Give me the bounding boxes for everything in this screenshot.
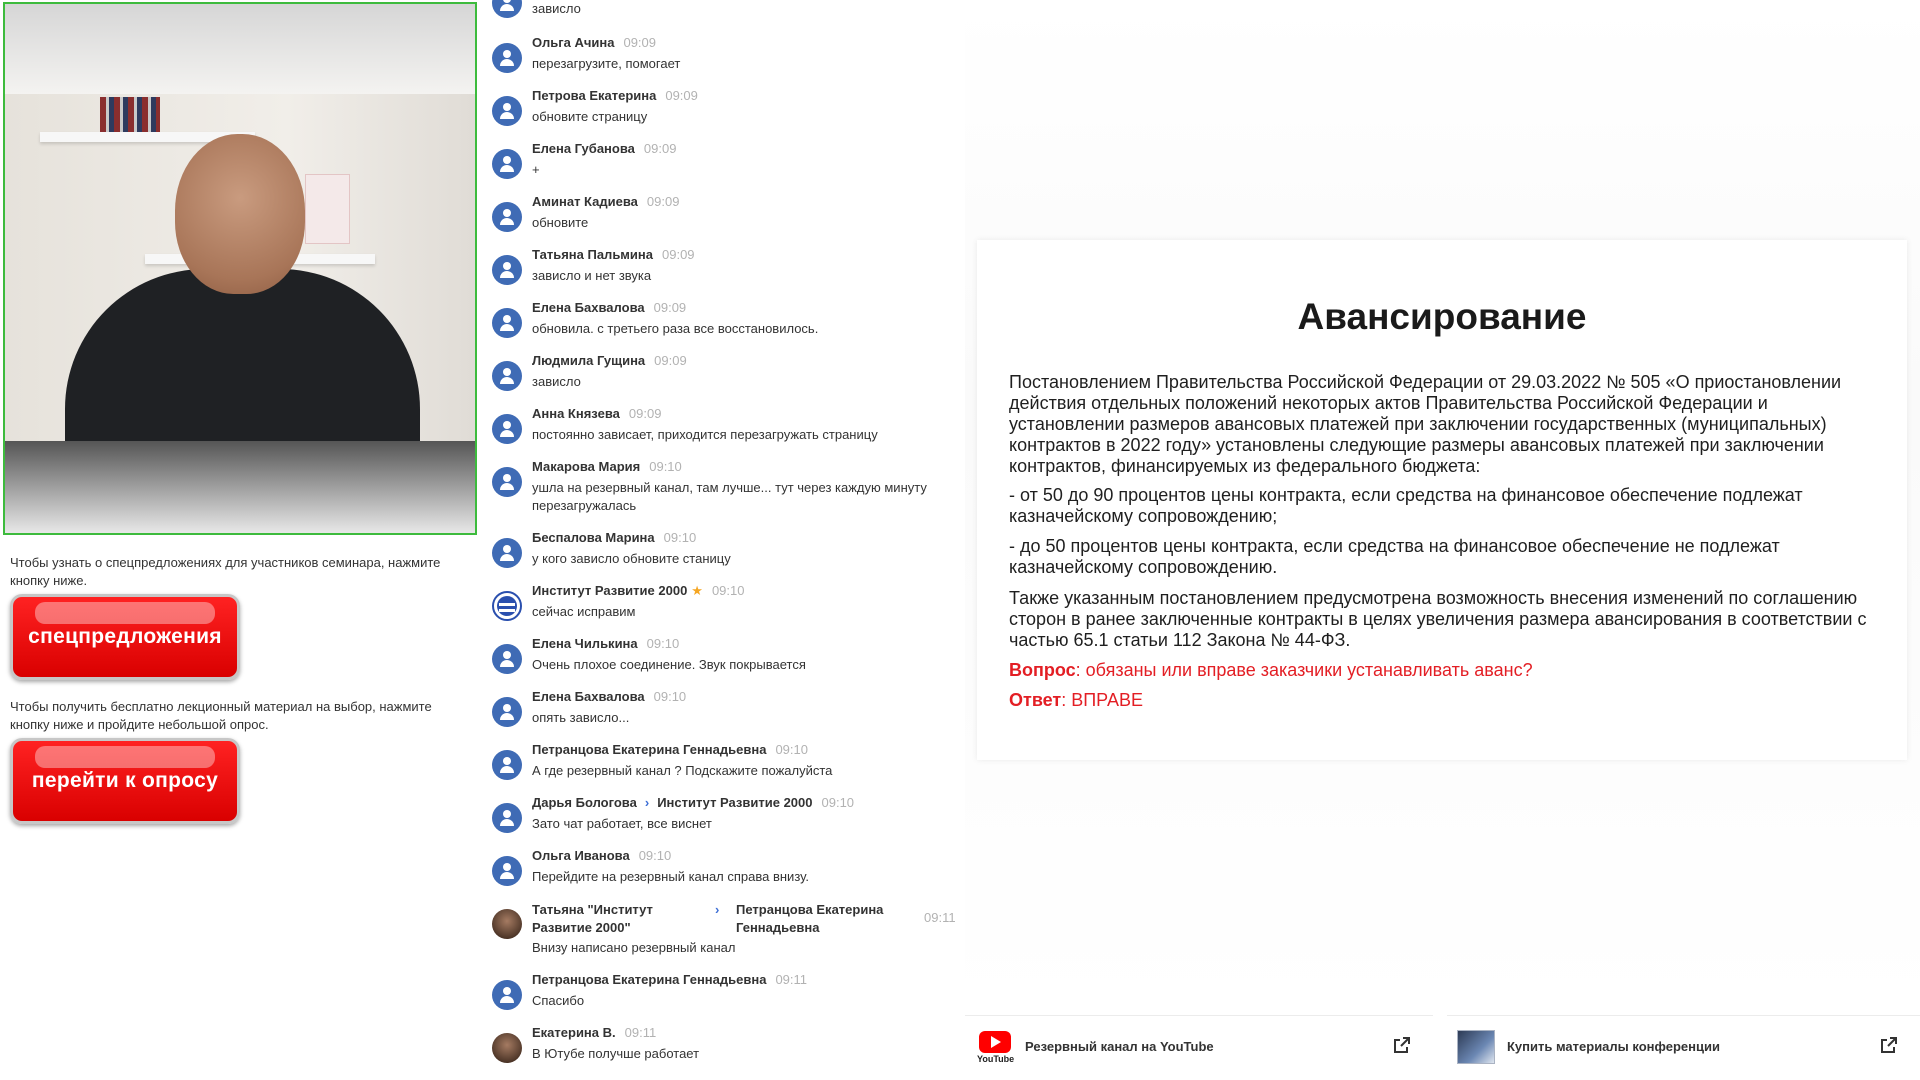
reply-arrow-icon: › <box>715 902 720 917</box>
materials-thumbnail-icon <box>1457 1030 1495 1064</box>
reply-to-name: Институт Развитие 2000 <box>657 795 813 810</box>
slide-title: Авансирование <box>1297 296 1587 337</box>
presentation-area <box>965 0 1920 1080</box>
message-author: Петранцова Екатерина Геннадьевна 09:10 <box>532 742 808 757</box>
message-text: зависло <box>532 1 581 16</box>
message-author: Петрова Екатерина 09:09 <box>532 88 698 103</box>
reply-to-name: Петранцова Екатерина Геннадьевна <box>736 902 884 935</box>
message-text: опять зависло... <box>532 710 630 725</box>
chat-message <box>487 581 957 634</box>
message-author: Беспалова Марина 09:10 <box>532 530 697 545</box>
message-time: 09:11 <box>775 972 808 987</box>
message-author: Елена Чилькина 09:10 <box>532 636 680 651</box>
message-text: Зато чат работает, все виснет <box>532 816 712 831</box>
external-link-icon <box>1393 1036 1411 1054</box>
youtube-icon: YouTube <box>977 1029 1013 1065</box>
message-time: 09:09 <box>623 35 657 50</box>
answer-text: : ВПРАВЕ <box>1061 690 1143 710</box>
user-avatar-icon <box>492 96 522 126</box>
message-text: + <box>532 162 540 177</box>
message-author: Екатерина В. 09:11 <box>532 1025 657 1040</box>
message-time: 09:09 <box>665 88 698 103</box>
chat-message <box>487 457 957 527</box>
survey-button-label: перейти к опросу <box>31 769 219 792</box>
user-avatar-icon <box>492 414 522 444</box>
slide-question <box>1009 660 1533 681</box>
user-avatar-icon <box>492 202 522 232</box>
chat-message <box>487 33 957 86</box>
speaker-head <box>175 134 305 294</box>
video-blur-top <box>5 4 475 94</box>
video-frame <box>5 94 475 447</box>
user-avatar-icon <box>492 43 522 73</box>
message-author: Елена Губанова 09:09 <box>532 141 677 156</box>
special-offers-button-label: спецпредложения <box>28 625 222 648</box>
video-player[interactable] <box>3 2 477 535</box>
question-text: : обязаны или вправе заказчики устанавливать аванс? <box>1075 660 1533 680</box>
survey-button[interactable] <box>10 738 240 824</box>
star-icon: ★ <box>691 583 703 598</box>
chat-message <box>487 846 957 899</box>
user-avatar-icon <box>492 980 522 1010</box>
chat-message <box>487 634 957 687</box>
message-author: Елена Бахвалова 09:10 <box>532 689 687 704</box>
message-time: 09:09 <box>643 141 677 156</box>
message-time: 09:11 <box>624 1025 657 1040</box>
message-text: сейчас исправим <box>532 604 636 619</box>
user-avatar-icon <box>492 149 522 179</box>
slide-paragraph: - до 50 процентов цены контракта, если средства на финансовое обеспечение не подлежат казначейскому сопровождению. <box>1009 536 1780 577</box>
message-text: Спасибо <box>532 993 585 1008</box>
message-time: 09:10 <box>821 795 855 810</box>
message-author: Людмила Гущина 09:09 <box>532 353 687 368</box>
message-time: 09:10 <box>646 636 680 651</box>
message-text: Внизу написано резервный канал <box>532 940 736 955</box>
message-time: 09:11 <box>924 910 956 925</box>
message-author: Ольга Иванова 09:10 <box>532 848 672 863</box>
chat-message <box>487 0 957 31</box>
user-avatar-icon <box>492 255 522 285</box>
message-time: 09:09 <box>653 300 687 315</box>
message-text: постоянно зависает, приходится перезагружать страницу <box>532 427 878 442</box>
message-author: Дарья Бологова › Институт Развитие 2000 09:10 <box>532 795 855 810</box>
youtube-backup-link[interactable] <box>965 1015 1433 1077</box>
slide-answer <box>1009 690 1143 711</box>
message-author: Аминат Кадиева 09:09 <box>532 194 680 209</box>
message-author: Макарова Мария 09:10 <box>532 459 682 474</box>
user-avatar-icon <box>492 803 522 833</box>
button-shine <box>35 746 215 768</box>
chat-message <box>487 298 957 351</box>
message-author: Татьяна Пальмина 09:09 <box>532 247 695 262</box>
video-blur-bottom <box>5 441 475 533</box>
message-time: 09:09 <box>628 406 662 421</box>
message-text: обновите <box>532 215 589 230</box>
message-author: Петранцова Екатерина Геннадьевна 09:11 <box>532 972 808 987</box>
answer-label: Ответ <box>1009 690 1062 710</box>
message-text: у кого зависло обновите станицу <box>532 551 731 566</box>
message-time: 09:09 <box>662 247 695 262</box>
special-offer-text: Чтобы узнать о спецпредложениях для участников семинара, нажмите кнопку ниже. <box>10 555 441 588</box>
user-avatar-icon <box>492 467 522 497</box>
user-photo-avatar <box>492 909 522 939</box>
buy-materials-link[interactable] <box>1447 1015 1920 1077</box>
message-text: обновила. с третьего раза все восстановилось. <box>532 321 819 336</box>
message-author: Ольга Ачина 09:09 <box>532 35 657 50</box>
chat-message <box>487 351 957 404</box>
message-text: В Ютубе получше работает <box>532 1046 700 1061</box>
reply-arrow-icon: › <box>644 795 650 810</box>
chat-message <box>487 970 957 1023</box>
message-time: 09:10 <box>775 742 808 757</box>
message-author: Анна Князева 09:09 <box>532 406 662 421</box>
slide-paragraph: Также указанным постановлением предусмотрена возможность внесения изменений по соглашению сторон в ранее заключенные контракты в целях увеличения размера авансирования в соответствии с частью 65.1 статьи 112 Закона № 44-ФЗ. <box>1009 588 1867 650</box>
chat-message <box>487 192 957 245</box>
message-time: 09:09 <box>654 353 687 368</box>
slide-paragraph: - от 50 до 90 процентов цены контракта, если средства на финансовое обеспечение подлежат казначейскому сопровождению; <box>1009 485 1803 526</box>
chat-message <box>487 899 957 969</box>
user-avatar-icon <box>492 644 522 674</box>
user-photo-avatar <box>492 1033 522 1063</box>
message-text: обновите страницу <box>532 109 648 124</box>
chat-message <box>487 740 957 793</box>
message-text: перезагрузите, помогает <box>532 56 681 71</box>
chat-message <box>487 404 957 457</box>
message-text: А где резервный канал ? Подскажите пожалуйста <box>532 763 833 778</box>
speaker-body <box>65 269 420 459</box>
message-text: Очень плохое соединение. Звук покрывается <box>532 657 806 672</box>
chat-message <box>487 528 957 581</box>
materials-link-label: Купить материалы конференции <box>1507 1039 1720 1054</box>
presentation-slide <box>977 240 1907 760</box>
chat-message <box>487 687 957 740</box>
wall-card-decor <box>305 174 350 244</box>
chat-message <box>487 86 957 139</box>
chat-message <box>487 793 957 846</box>
message-time: 09:10 <box>653 689 687 704</box>
button-shine <box>35 602 215 624</box>
survey-text: Чтобы получить бесплатно лекционный материал на выбор, нажмите кнопку ниже и пройдите небольшой опрос. <box>10 699 432 732</box>
message-time: 09:10 <box>638 848 672 863</box>
chat-panel[interactable] <box>487 0 957 1080</box>
message-text: зависло и нет звука <box>532 268 652 283</box>
message-time: 09:10 <box>663 530 697 545</box>
chat-message <box>487 139 957 192</box>
chat-message <box>487 245 957 298</box>
user-avatar-icon <box>492 361 522 391</box>
user-avatar-icon <box>492 538 522 568</box>
left-panel <box>0 0 480 1080</box>
youtube-link-label: Резервный канал на YouTube <box>1025 1039 1214 1054</box>
books-decor <box>100 97 160 132</box>
message-text: Перейдите на резервный канал справа внизу. <box>532 869 809 884</box>
message-author: Татьяна "Институт Развитие 2000" <box>532 902 653 935</box>
question-label: Вопрос <box>1009 660 1076 680</box>
slide-paragraph: Постановлением Правительства Российской Федерации от 29.03.2022 № 505 «О приостановлении действия отдельных положений некоторых актов Правительства Российской Федерации и установлении размеров авансовых платежей при заключении государственных (муниципальных) контрактов в 2022 году» установлены следующие размеры авансовых платежей при заключении контрактов, финансируемых из федерального бюджета: <box>1009 372 1842 476</box>
message-author: Елена Бахвалова 09:09 <box>532 300 687 315</box>
user-avatar-icon <box>492 750 522 780</box>
message-time: 09:10 <box>649 459 682 474</box>
message-time: 09:10 <box>711 583 745 598</box>
user-avatar-icon <box>492 0 522 18</box>
message-time: 09:09 <box>646 194 680 209</box>
user-avatar-icon <box>492 308 522 338</box>
special-offers-button[interactable] <box>10 594 240 680</box>
chat-message <box>487 1023 957 1076</box>
message-text: ушла на резервный канал, там лучше... тут через каждую минуту перезагружалась <box>532 480 927 513</box>
organization-logo-icon <box>492 591 522 621</box>
message-text: зависло <box>532 374 581 389</box>
external-link-icon <box>1880 1036 1898 1054</box>
user-avatar-icon <box>492 697 522 727</box>
user-avatar-icon <box>492 856 522 886</box>
message-author: Институт Развитие 2000 ★ 09:10 <box>532 583 745 598</box>
